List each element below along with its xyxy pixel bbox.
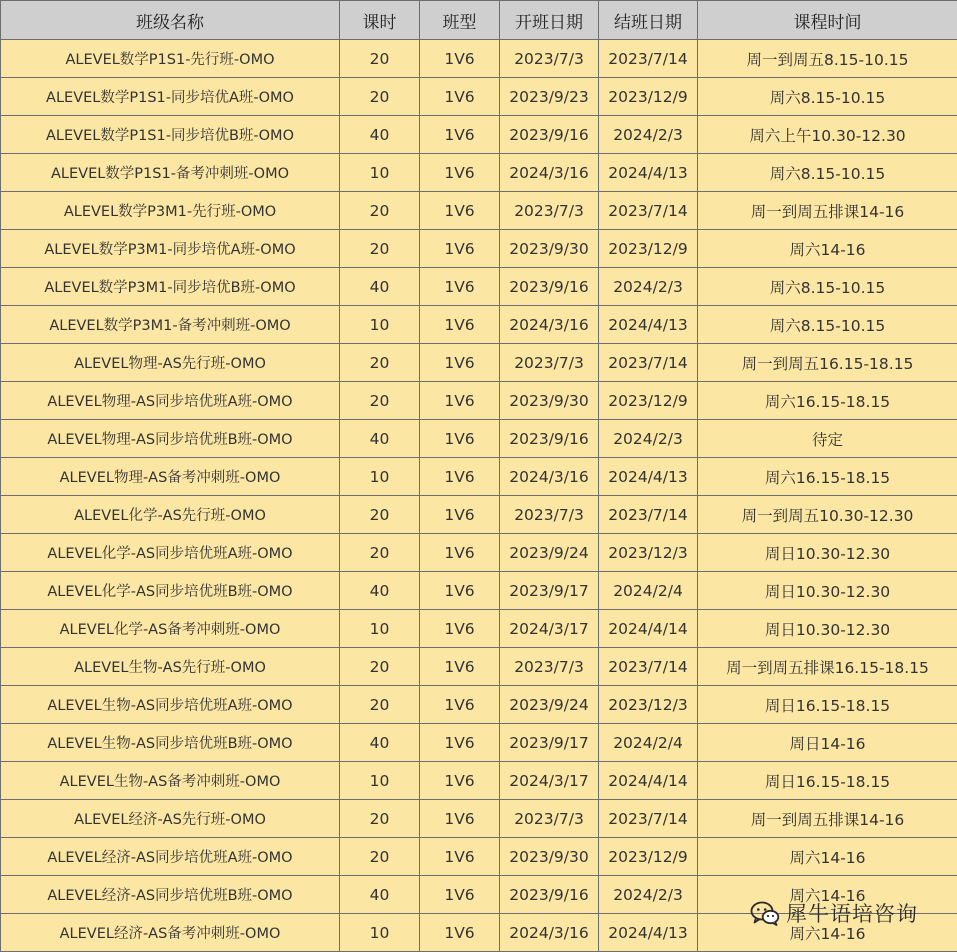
cell-schedule-time: 周日10.30-12.30	[698, 572, 957, 610]
cell-class-name: ALEVEL经济-AS先行班-OMO	[1, 800, 340, 838]
cell-hours: 20	[340, 230, 420, 268]
cell-start-date: 2023/7/3	[500, 648, 599, 686]
cell-class-name: ALEVEL生物-AS同步培优班A班-OMO	[1, 686, 340, 724]
cell-start-date: 2023/9/30	[500, 838, 599, 876]
cell-class-name: ALEVEL数学P3M1-先行班-OMO	[1, 192, 340, 230]
cell-schedule-time: 周六16.15-18.15	[698, 458, 957, 496]
cell-start-date: 2023/9/16	[500, 876, 599, 914]
cell-end-date: 2023/7/14	[599, 800, 698, 838]
header-hours: 课时	[340, 1, 420, 40]
cell-hours: 20	[340, 344, 420, 382]
cell-class-type: 1V6	[420, 610, 500, 648]
table-row	[1, 382, 957, 420]
cell-end-date: 2024/4/14	[599, 762, 698, 800]
cell-class-name: ALEVEL生物-AS先行班-OMO	[1, 648, 340, 686]
cell-class-name: ALEVEL经济-AS同步培优班A班-OMO	[1, 838, 340, 876]
table-row	[1, 154, 957, 192]
cell-start-date: 2023/9/23	[500, 78, 599, 116]
table-body	[1, 40, 957, 952]
cell-class-type: 1V6	[420, 116, 500, 154]
cell-start-date: 2024/3/16	[500, 306, 599, 344]
cell-schedule-time: 周日10.30-12.30	[698, 610, 957, 648]
cell-end-date: 2023/7/14	[599, 648, 698, 686]
table-row	[1, 192, 957, 230]
cell-hours: 20	[340, 40, 420, 78]
cell-class-type: 1V6	[420, 458, 500, 496]
table-row	[1, 724, 957, 762]
cell-end-date: 2024/4/14	[599, 610, 698, 648]
cell-class-type: 1V6	[420, 154, 500, 192]
cell-end-date: 2024/2/4	[599, 572, 698, 610]
header-end-date: 结班日期	[599, 1, 698, 40]
cell-schedule-time: 周六16.15-18.15	[698, 382, 957, 420]
cell-schedule-time: 周六8.15-10.15	[698, 154, 957, 192]
cell-class-type: 1V6	[420, 306, 500, 344]
cell-class-type: 1V6	[420, 496, 500, 534]
cell-class-type: 1V6	[420, 838, 500, 876]
cell-schedule-time: 周六8.15-10.15	[698, 78, 957, 116]
table-row	[1, 838, 957, 876]
cell-hours: 40	[340, 268, 420, 306]
cell-hours: 10	[340, 914, 420, 952]
cell-start-date: 2023/7/3	[500, 344, 599, 382]
cell-class-name: ALEVEL物理-AS备考冲刺班-OMO	[1, 458, 340, 496]
cell-class-name: ALEVEL生物-AS同步培优班B班-OMO	[1, 724, 340, 762]
cell-start-date: 2023/7/3	[500, 496, 599, 534]
cell-end-date: 2023/12/9	[599, 382, 698, 420]
cell-end-date: 2023/12/9	[599, 78, 698, 116]
cell-class-name: ALEVEL数学P3M1-同步培优B班-OMO	[1, 268, 340, 306]
cell-class-type: 1V6	[420, 648, 500, 686]
cell-start-date: 2024/3/16	[500, 154, 599, 192]
cell-schedule-time: 周一到周五16.15-18.15	[698, 344, 957, 382]
cell-hours: 40	[340, 116, 420, 154]
cell-start-date: 2023/7/3	[500, 40, 599, 78]
table-row	[1, 762, 957, 800]
cell-end-date: 2023/12/3	[599, 534, 698, 572]
cell-class-type: 1V6	[420, 762, 500, 800]
cell-start-date: 2023/9/30	[500, 230, 599, 268]
cell-class-name: ALEVEL化学-AS先行班-OMO	[1, 496, 340, 534]
cell-hours: 10	[340, 610, 420, 648]
cell-end-date: 2024/4/13	[599, 458, 698, 496]
cell-start-date: 2023/9/16	[500, 116, 599, 154]
cell-hours: 20	[340, 686, 420, 724]
cell-schedule-time: 周六14-16	[698, 838, 957, 876]
cell-schedule-time: 待定	[698, 420, 957, 458]
cell-class-type: 1V6	[420, 876, 500, 914]
cell-class-type: 1V6	[420, 230, 500, 268]
cell-class-name: ALEVEL物理-AS同步培优班A班-OMO	[1, 382, 340, 420]
cell-schedule-time: 周一到周五排课14-16	[698, 192, 957, 230]
table-row	[1, 306, 957, 344]
cell-end-date: 2024/2/3	[599, 116, 698, 154]
header-class-name: 班级名称	[1, 1, 340, 40]
cell-start-date: 2023/7/3	[500, 192, 599, 230]
cell-schedule-time: 周六8.15-10.15	[698, 306, 957, 344]
cell-start-date: 2023/9/30	[500, 382, 599, 420]
cell-class-type: 1V6	[420, 800, 500, 838]
table-row	[1, 534, 957, 572]
cell-class-name: ALEVEL数学P1S1-先行班-OMO	[1, 40, 340, 78]
cell-hours: 40	[340, 876, 420, 914]
cell-class-name: ALEVEL数学P3M1-同步培优A班-OMO	[1, 230, 340, 268]
cell-hours: 10	[340, 762, 420, 800]
table-row	[1, 648, 957, 686]
wechat-icon	[750, 900, 780, 926]
cell-end-date: 2023/12/9	[599, 838, 698, 876]
cell-schedule-time: 周一到周五排课16.15-18.15	[698, 648, 957, 686]
cell-hours: 20	[340, 382, 420, 420]
watermark-text: 犀牛语培咨询	[786, 902, 918, 926]
cell-schedule-time: 周六上午10.30-12.30	[698, 116, 957, 154]
cell-hours: 20	[340, 800, 420, 838]
cell-end-date: 2023/7/14	[599, 192, 698, 230]
table-row	[1, 420, 957, 458]
cell-hours: 40	[340, 420, 420, 458]
cell-class-name: ALEVEL生物-AS备考冲刺班-OMO	[1, 762, 340, 800]
table-row	[1, 686, 957, 724]
cell-class-name: ALEVEL物理-AS同步培优班B班-OMO	[1, 420, 340, 458]
cell-schedule-time: 周六8.15-10.15	[698, 268, 957, 306]
cell-class-type: 1V6	[420, 686, 500, 724]
cell-start-date: 2023/9/17	[500, 724, 599, 762]
cell-class-name: ALEVEL物理-AS先行班-OMO	[1, 344, 340, 382]
cell-end-date: 2023/12/3	[599, 686, 698, 724]
cell-schedule-time: 周日16.15-18.15	[698, 762, 957, 800]
watermark	[750, 896, 918, 930]
cell-class-type: 1V6	[420, 40, 500, 78]
cell-end-date: 2024/4/13	[599, 154, 698, 192]
header-row	[1, 1, 957, 40]
cell-start-date: 2023/9/24	[500, 686, 599, 724]
cell-class-name: ALEVEL化学-AS同步培优班A班-OMO	[1, 534, 340, 572]
cell-start-date: 2024/3/16	[500, 458, 599, 496]
cell-end-date: 2024/4/13	[599, 914, 698, 952]
cell-start-date: 2023/9/24	[500, 534, 599, 572]
cell-schedule-time: 周一到周五排课14-16	[698, 800, 957, 838]
cell-start-date: 2023/9/17	[500, 572, 599, 610]
cell-hours: 20	[340, 648, 420, 686]
cell-start-date: 2024/3/17	[500, 610, 599, 648]
cell-end-date: 2024/2/3	[599, 268, 698, 306]
cell-class-name: ALEVEL数学P1S1-同步培优A班-OMO	[1, 78, 340, 116]
cell-class-name: ALEVEL经济-AS备考冲刺班-OMO	[1, 914, 340, 952]
cell-class-name: ALEVEL数学P3M1-备考冲刺班-OMO	[1, 306, 340, 344]
cell-class-name: ALEVEL化学-AS同步培优班B班-OMO	[1, 572, 340, 610]
table-row	[1, 800, 957, 838]
cell-schedule-time: 周六14-16	[698, 230, 957, 268]
cell-class-type: 1V6	[420, 382, 500, 420]
table-row	[1, 40, 957, 78]
table-row	[1, 268, 957, 306]
cell-schedule-time: 周日14-16	[698, 724, 957, 762]
cell-class-type: 1V6	[420, 192, 500, 230]
cell-class-type: 1V6	[420, 268, 500, 306]
cell-class-type: 1V6	[420, 78, 500, 116]
cell-end-date: 2024/2/4	[599, 724, 698, 762]
cell-hours: 40	[340, 572, 420, 610]
header-class-type: 班型	[420, 1, 500, 40]
cell-schedule-time: 周六14-16	[698, 876, 957, 914]
cell-start-date: 2024/3/17	[500, 762, 599, 800]
cell-start-date: 2024/3/16	[500, 914, 599, 952]
cell-schedule-time: 周一到周五8.15-10.15	[698, 40, 957, 78]
cell-hours: 20	[340, 496, 420, 534]
cell-hours: 20	[340, 838, 420, 876]
cell-end-date: 2024/4/13	[599, 306, 698, 344]
cell-schedule-time: 周日16.15-18.15	[698, 686, 957, 724]
cell-schedule-time: 周一到周五10.30-12.30	[698, 496, 957, 534]
cell-hours: 20	[340, 192, 420, 230]
table-row	[1, 116, 957, 154]
cell-end-date: 2023/12/9	[599, 230, 698, 268]
header-schedule-time: 课程时间	[698, 1, 957, 40]
cell-hours: 10	[340, 306, 420, 344]
cell-class-type: 1V6	[420, 724, 500, 762]
cell-class-name: ALEVEL数学P1S1-备考冲刺班-OMO	[1, 154, 340, 192]
cell-hours: 40	[340, 724, 420, 762]
table-row	[1, 496, 957, 534]
cell-class-type: 1V6	[420, 914, 500, 952]
cell-start-date: 2023/9/16	[500, 420, 599, 458]
cell-end-date: 2024/2/3	[599, 420, 698, 458]
table-row	[1, 610, 957, 648]
cell-start-date: 2023/7/3	[500, 800, 599, 838]
cell-schedule-time: 周六14-16	[698, 914, 957, 952]
header-start-date: 开班日期	[500, 1, 599, 40]
table-header	[1, 1, 957, 40]
cell-hours: 10	[340, 154, 420, 192]
cell-class-name: ALEVEL化学-AS备考冲刺班-OMO	[1, 610, 340, 648]
cell-schedule-time: 周日10.30-12.30	[698, 534, 957, 572]
cell-end-date: 2023/7/14	[599, 344, 698, 382]
table-row	[1, 344, 957, 382]
cell-end-date: 2023/7/14	[599, 40, 698, 78]
cell-hours: 20	[340, 534, 420, 572]
table-row	[1, 78, 957, 116]
cell-class-name: ALEVEL数学P1S1-同步培优B班-OMO	[1, 116, 340, 154]
cell-class-name: ALEVEL经济-AS同步培优班B班-OMO	[1, 876, 340, 914]
cell-class-type: 1V6	[420, 534, 500, 572]
cell-end-date: 2024/2/3	[599, 876, 698, 914]
cell-hours: 20	[340, 78, 420, 116]
table-row	[1, 572, 957, 610]
cell-class-type: 1V6	[420, 420, 500, 458]
cell-class-type: 1V6	[420, 572, 500, 610]
table-row	[1, 230, 957, 268]
cell-class-type: 1V6	[420, 344, 500, 382]
cell-start-date: 2023/9/16	[500, 268, 599, 306]
cell-hours: 10	[340, 458, 420, 496]
cell-end-date: 2023/7/14	[599, 496, 698, 534]
table-row	[1, 458, 957, 496]
